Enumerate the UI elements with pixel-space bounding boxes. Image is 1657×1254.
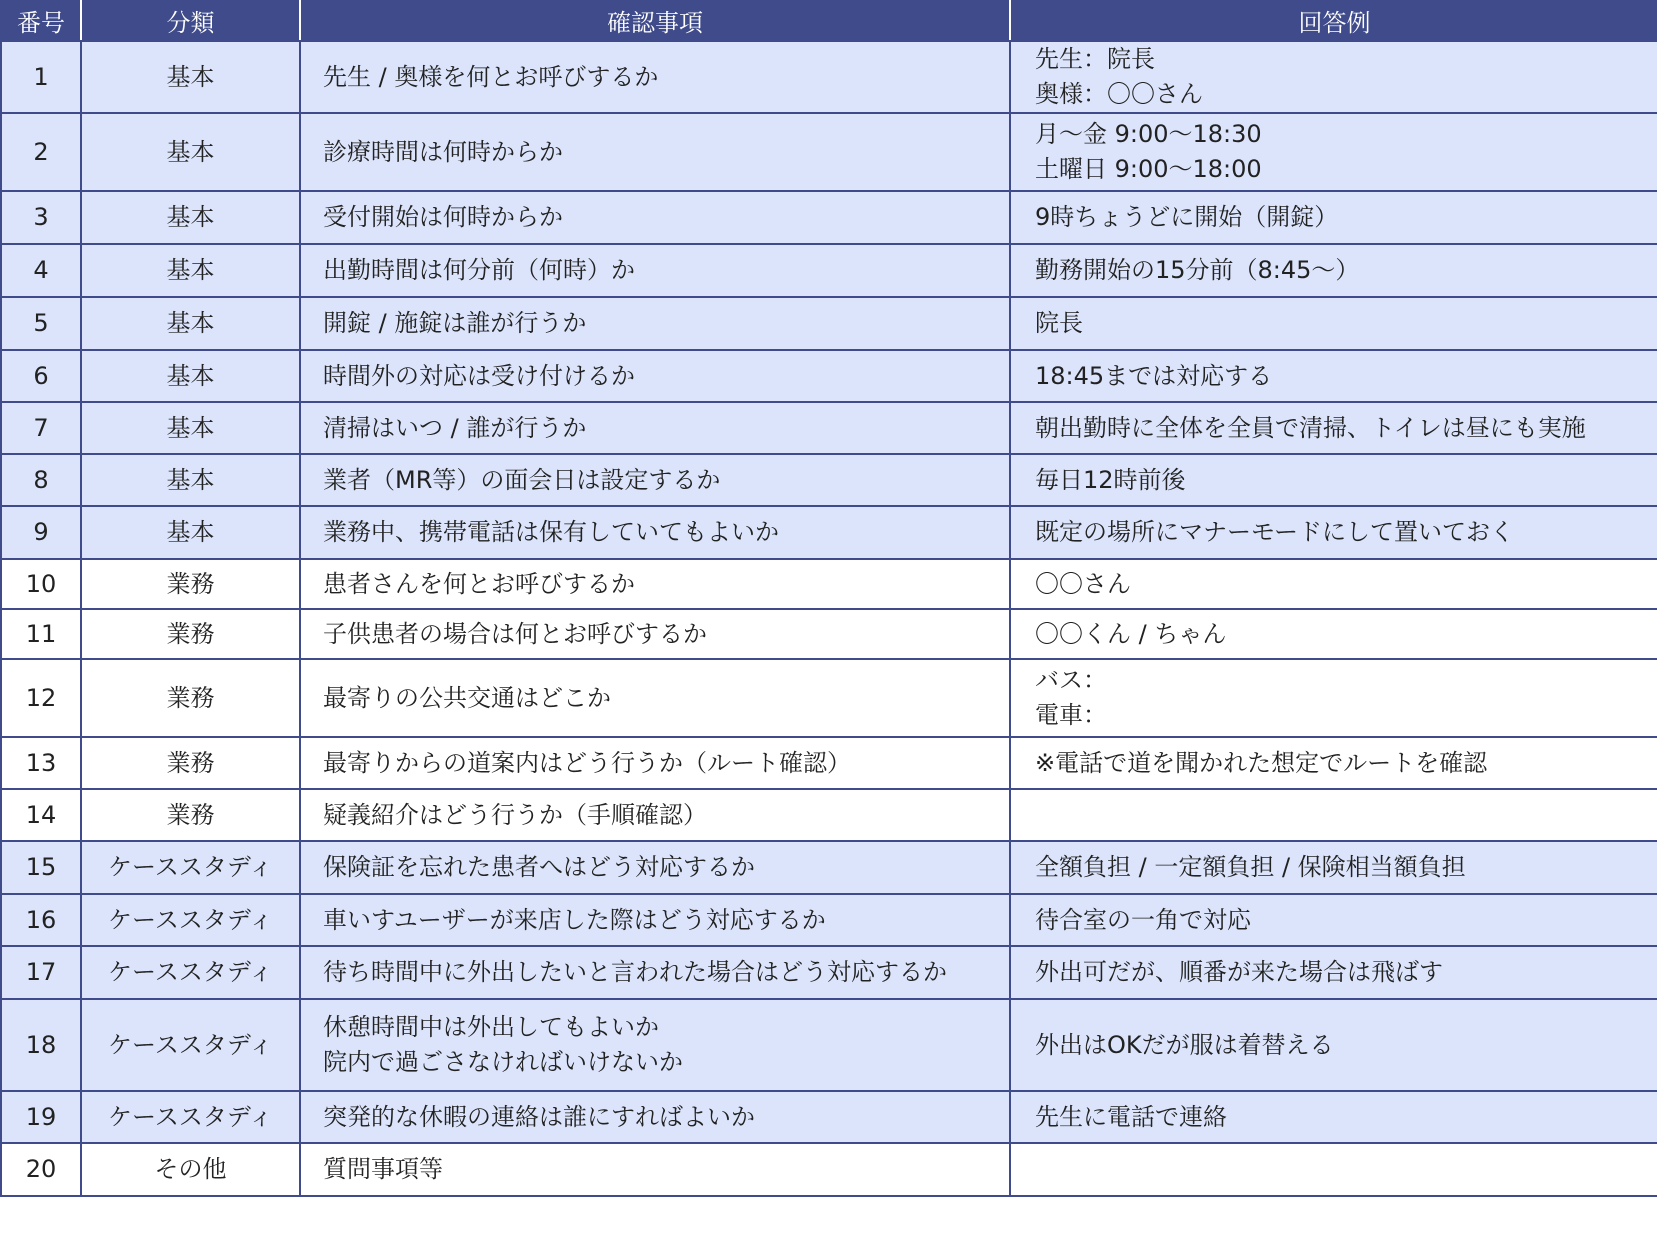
table-row [1, 609, 1657, 659]
table-row [1, 402, 1657, 454]
row-category: 業務 [81, 609, 300, 659]
row-number: 3 [1, 191, 81, 244]
row-category: 業務 [81, 737, 300, 789]
table-row [1, 789, 1657, 841]
question-line: 車いすユーザーが来店した際はどう対応するか [323, 905, 826, 934]
question-line: 最寄りの公共交通はどこか [323, 683, 611, 712]
row-category: 業務 [81, 659, 300, 737]
row-category: ケーススタディ [81, 1091, 300, 1143]
answer-line: 18:45までは対応する [1035, 361, 1273, 390]
row-question [300, 350, 1010, 402]
row-answer [1010, 946, 1657, 999]
row-question [300, 894, 1010, 946]
question-line: 業務中、携帯電話は保有していてもよいか [323, 518, 779, 546]
table-row [1, 191, 1657, 244]
answer-line: 土曜日 9:00～18:00 [1035, 155, 1262, 183]
row-category: 基本 [81, 113, 300, 191]
row-question [300, 737, 1010, 789]
row-question [300, 244, 1010, 297]
row-question [300, 789, 1010, 841]
row-answer [1010, 841, 1657, 894]
question-line: 子供患者の場合は何とお呼びするか [323, 619, 707, 648]
row-number: 19 [1, 1091, 81, 1143]
row-answer [1010, 297, 1657, 350]
row-question [300, 297, 1010, 350]
table-row [1, 659, 1657, 737]
answer-line: 〇〇さん [1035, 569, 1131, 598]
question-line: 受付開始は何時からか [323, 203, 563, 231]
table-row [1, 506, 1657, 559]
row-answer [1010, 191, 1657, 244]
header-category: 分類 [81, 0, 300, 41]
question-line: 患者さんを何とお呼びするか [323, 569, 635, 598]
row-answer [1010, 454, 1657, 506]
row-answer [1010, 244, 1657, 297]
answer-line: バス： [1035, 666, 1107, 694]
row-answer [1010, 402, 1657, 454]
question-line: 清掃はいつ / 誰が行うか [323, 413, 587, 442]
row-category: 基本 [81, 350, 300, 402]
table-row [1, 894, 1657, 946]
row-answer [1010, 1143, 1657, 1196]
row-question [300, 946, 1010, 999]
answer-line: 〇〇くん / ちゃん [1035, 619, 1227, 648]
question-line: 突発的な休暇の連絡は誰にすればよいか [323, 1102, 755, 1131]
row-question [300, 999, 1010, 1091]
table-body [1, 41, 1657, 1196]
table-row [1, 297, 1657, 350]
table-row [1, 999, 1657, 1091]
row-number: 10 [1, 559, 81, 609]
row-number: 13 [1, 737, 81, 789]
row-question [300, 402, 1010, 454]
answer-line: 電車： [1035, 701, 1107, 729]
answer-line: 外出はOKだが服は着替える [1035, 1030, 1334, 1059]
answer-line: 毎日12時前後 [1035, 465, 1186, 494]
row-category: ケーススタディ [81, 894, 300, 946]
row-category: 基本 [81, 402, 300, 454]
row-category: その他 [81, 1143, 300, 1196]
row-question [300, 659, 1010, 737]
row-category: ケーススタディ [81, 841, 300, 894]
row-category: ケーススタディ [81, 946, 300, 999]
table-row [1, 41, 1657, 113]
row-question [300, 454, 1010, 506]
question-line: 質問事項等 [323, 1155, 443, 1183]
answer-line: 先生に電話で連絡 [1035, 1102, 1227, 1131]
question-line: 保険証を忘れた患者へはどう対応するか [323, 853, 755, 881]
header-answer: 回答例 [1010, 0, 1657, 41]
row-answer [1010, 559, 1657, 609]
table-row [1, 113, 1657, 191]
table-row [1, 946, 1657, 999]
row-answer [1010, 506, 1657, 559]
row-question [300, 559, 1010, 609]
question-line: 院内で過ごさなければいけないか [323, 1048, 683, 1076]
answer-line: 月～金 9:00～18:30 [1035, 120, 1262, 148]
row-category: 業務 [81, 559, 300, 609]
row-question [300, 113, 1010, 191]
row-category: 基本 [81, 41, 300, 113]
question-line: 診療時間は何時からか [323, 137, 563, 166]
answer-line: 外出可だが、順番が来た場合は飛ばす [1035, 958, 1443, 986]
answer-line: 9時ちょうどに開始（開錠） [1035, 203, 1339, 231]
row-question [300, 1091, 1010, 1143]
row-category: 基本 [81, 191, 300, 244]
row-answer [1010, 659, 1657, 737]
row-category: 業務 [81, 789, 300, 841]
table-row [1, 1091, 1657, 1143]
question-line: 疑義紹介はどう行うか（手順確認） [323, 800, 707, 829]
table-row [1, 350, 1657, 402]
row-number: 1 [1, 41, 81, 113]
row-answer [1010, 350, 1657, 402]
row-question [300, 41, 1010, 113]
row-question [300, 191, 1010, 244]
table-row [1, 454, 1657, 506]
row-number: 9 [1, 506, 81, 559]
row-answer [1010, 609, 1657, 659]
row-category: 基本 [81, 454, 300, 506]
row-number: 11 [1, 609, 81, 659]
row-number: 12 [1, 659, 81, 737]
question-line: 出勤時間は何分前（何時）か [323, 256, 635, 284]
table-row [1, 1143, 1657, 1196]
header-row [1, 0, 1657, 41]
answer-line: 先生：院長 [1035, 45, 1155, 73]
question-line: 最寄りからの道案内はどう行うか（ルート確認） [323, 748, 851, 777]
table-row [1, 559, 1657, 609]
row-number: 16 [1, 894, 81, 946]
row-number: 14 [1, 789, 81, 841]
row-answer [1010, 41, 1657, 113]
table-row [1, 841, 1657, 894]
answer-line: 朝出勤時に全体を全員で清掃、トイレは昼にも実施 [1035, 413, 1586, 442]
row-category: 基本 [81, 297, 300, 350]
row-answer [1010, 113, 1657, 191]
answer-line: ※電話で道を聞かれた想定でルートを確認 [1035, 748, 1488, 777]
row-question [300, 506, 1010, 559]
row-answer [1010, 894, 1657, 946]
row-number: 4 [1, 244, 81, 297]
question-line: 時間外の対応は受け付けるか [323, 361, 635, 390]
row-number: 18 [1, 999, 81, 1091]
row-answer [1010, 999, 1657, 1091]
row-number: 6 [1, 350, 81, 402]
answer-line: 奥様：〇〇さん [1035, 80, 1203, 108]
row-answer [1010, 789, 1657, 841]
row-answer [1010, 1091, 1657, 1143]
table-row [1, 737, 1657, 789]
answer-line: 既定の場所にマナーモードにして置いておく [1035, 518, 1515, 546]
row-number: 2 [1, 113, 81, 191]
question-line: 待ち時間中に外出したいと言われた場合はどう対応するか [323, 958, 947, 986]
question-line: 休憩時間中は外出してもよいか [323, 1013, 659, 1041]
row-number: 8 [1, 454, 81, 506]
row-number: 17 [1, 946, 81, 999]
answer-line: 院長 [1035, 309, 1083, 337]
table-row [1, 244, 1657, 297]
row-number: 15 [1, 841, 81, 894]
row-number: 20 [1, 1143, 81, 1196]
row-number: 5 [1, 297, 81, 350]
header-no: 番号 [1, 0, 81, 41]
row-number: 7 [1, 402, 81, 454]
question-line: 開錠 / 施錠は誰が行うか [323, 309, 587, 337]
row-category: 基本 [81, 244, 300, 297]
row-category: 基本 [81, 506, 300, 559]
row-question [300, 609, 1010, 659]
answer-line: 勤務開始の15分前（8:45～） [1035, 256, 1360, 284]
row-answer [1010, 737, 1657, 789]
answer-line: 待合室の一角で対応 [1035, 905, 1251, 934]
answer-line: 全額負担 / 一定額負担 / 保険相当額負担 [1035, 853, 1466, 881]
row-category: ケーススタディ [81, 999, 300, 1091]
question-line: 業者（MR等）の面会日は設定するか [323, 465, 721, 494]
question-line: 先生 / 奥様を何とお呼びするか [323, 62, 659, 91]
header-question: 確認事項 [300, 0, 1010, 41]
row-question [300, 1143, 1010, 1196]
row-question [300, 841, 1010, 894]
